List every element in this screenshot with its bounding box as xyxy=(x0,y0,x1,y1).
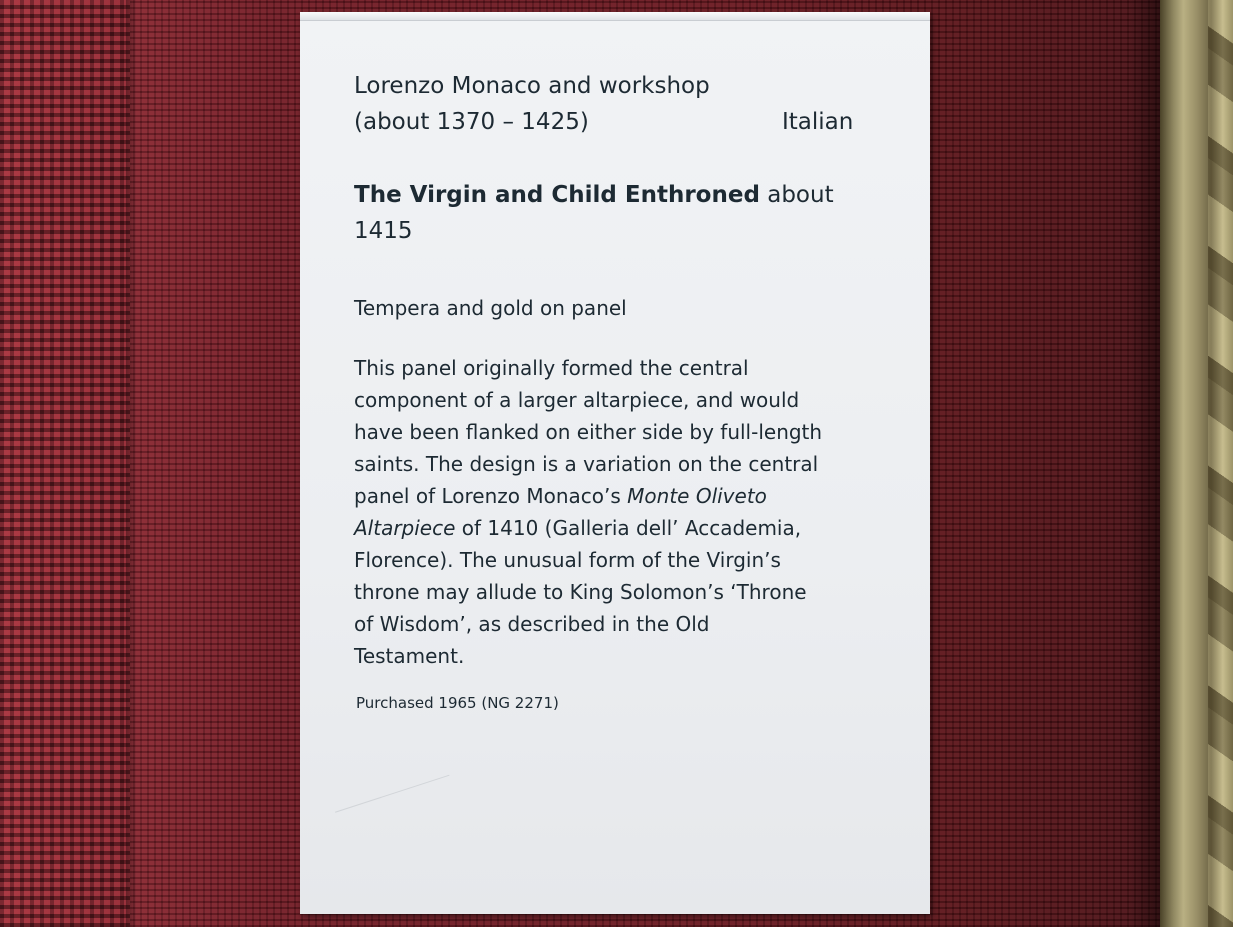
artist-dates: (about 1370 – 1425) xyxy=(354,109,589,135)
description-line: saints. The design is a variation on the central xyxy=(354,452,819,476)
artwork-title-block xyxy=(354,177,874,249)
artwork-medium: Tempera and gold on panel xyxy=(354,296,627,320)
label-mount-strip xyxy=(300,12,930,21)
artwork-date-prefix: about xyxy=(767,182,834,208)
description-italic-title: Altarpiece xyxy=(354,516,456,540)
artist-name: Lorenzo Monaco and workshop xyxy=(354,73,710,99)
description-italic-title: Monte Oliveto xyxy=(627,484,767,508)
description-line: Testament. xyxy=(354,644,465,668)
description-line xyxy=(354,480,894,512)
artwork-date: 1415 xyxy=(354,218,413,244)
fabric-seam xyxy=(126,0,136,927)
artwork-title: The Virgin and Child Enthroned xyxy=(354,182,760,208)
artist-nationality: Italian xyxy=(782,109,854,135)
artwork-description xyxy=(354,352,894,672)
acquisition-credit: Purchased 1965 (NG 2271) xyxy=(356,694,559,712)
label-smudge xyxy=(335,775,465,861)
description-text: of 1410 (Galleria dell’ Accademia, xyxy=(455,516,802,540)
description-line: of Wisdom’, as described in the Old xyxy=(354,612,710,636)
description-line: Florence). The unusual form of the Virgin’s xyxy=(354,548,781,572)
description-line: throne may allude to King Solomon’s ‘Throne xyxy=(354,580,807,604)
description-text: panel of Lorenzo Monaco’s xyxy=(354,484,628,508)
gilded-frame-carving xyxy=(1208,0,1233,927)
description-line: component of a larger altarpiece, and would xyxy=(354,388,800,412)
fabric-wall-band xyxy=(0,0,130,927)
museum-label-card xyxy=(300,12,930,914)
description-line: have been flanked on either side by full-length xyxy=(354,420,823,444)
description-line xyxy=(354,512,894,544)
description-line: This panel originally formed the central xyxy=(354,356,749,380)
